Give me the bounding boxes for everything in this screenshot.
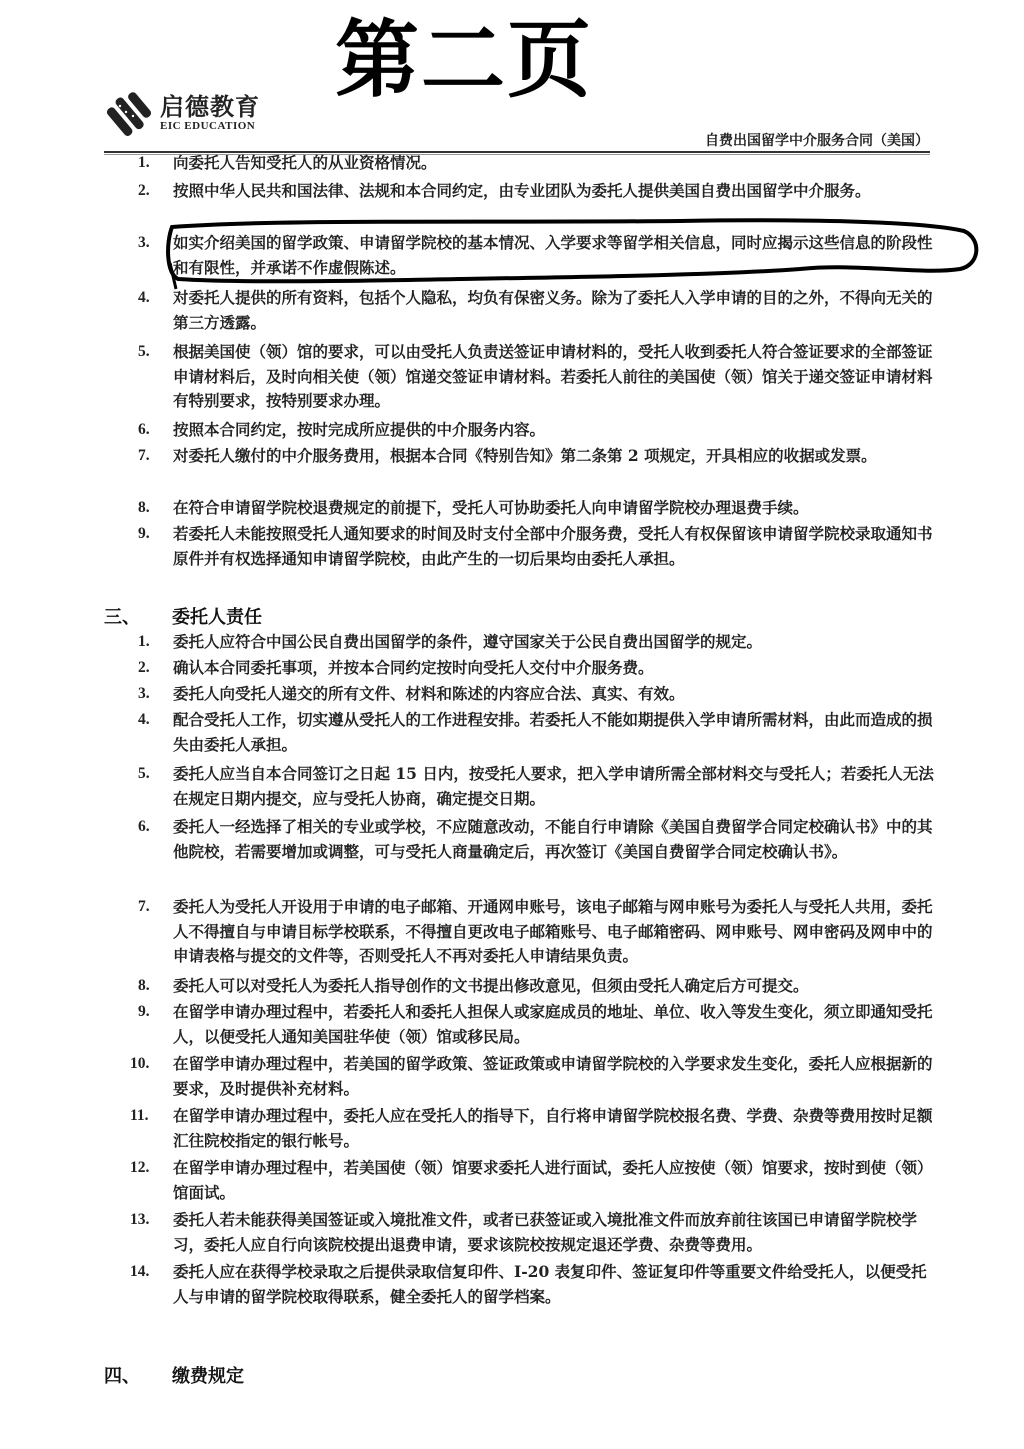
list-item (138, 496, 938, 521)
item-number: 6. (138, 818, 150, 835)
item-number: 2. (138, 659, 150, 676)
document-title: 自费出国留学中介服务合同（美国） (705, 133, 929, 149)
list-item (138, 444, 938, 469)
item-text: 在留学申请办理过程中，若美国的留学政策、签证政策或申请留学院校的入学要求发生变化，委托人应根据新的要求，及时提供补充材料。 (173, 1054, 933, 1098)
list-item (138, 340, 938, 414)
list-item (138, 151, 938, 176)
list-item (130, 1104, 938, 1153)
section-index: 四、 (104, 1366, 140, 1387)
item-number: 9. (138, 1003, 150, 1020)
list-item (138, 682, 938, 707)
item-number: 9. (138, 525, 150, 542)
item-text: 向委托人告知受托人的从业资格情况。 (173, 153, 437, 172)
list-item (138, 815, 938, 864)
section-heading-payment (104, 1362, 404, 1386)
item-text: 若委托人未能按照受托人通知要求的时间及时支付全部中介服务费，受托人有权保留该申请留学院校录取通知书原件并有权选择通知申请留学院校，由此产生的一切后果均由委托人承担。 (173, 524, 933, 568)
list-item (138, 708, 938, 757)
item-text: 委托人应符合中国公民自费出国留学的条件，遵守国家关于公民自费出国留学的规定。 (173, 632, 763, 651)
item-number: 3. (138, 234, 150, 251)
logo-name-en: EIC EDUCATION (160, 120, 256, 132)
item-text: 配合受托人工作，切实遵从受托人的工作进程安排。若委托人不能如期提供入学申请所需材料，由此而造成的损失由委托人承担。 (173, 710, 933, 754)
item-number: 5. (138, 765, 150, 782)
item-text: 在留学申请办理过程中，委托人应在受托人的指导下，自行将申请留学院校报名费、学费、杂费等费用按时足额汇往院校指定的银行帐号。 (173, 1106, 933, 1150)
logo-mark-icon (106, 88, 154, 138)
item-number: 2. (138, 182, 150, 199)
list-item (138, 762, 938, 811)
list-item (130, 1260, 938, 1309)
page-overlay-title: 第二页 (335, 11, 594, 109)
item-number: 13. (130, 1211, 150, 1228)
list-item (130, 1156, 938, 1205)
item-text: 委托人应当自本合同签订之日起 15 日内，按受托人要求，把入学申请所需全部材料交与受托人；若委托人无法在规定日期内提交，应与受托人协商，确定提交日期。 (173, 764, 934, 808)
item-text: 对委托人缴付的中介服务费用，根据本合同《特别告知》第二条第 2 项规定，开具相应的收据或发票。 (173, 446, 877, 465)
item-text: 在留学申请办理过程中，若委托人和委托人担保人或家庭成员的地址、单位、收入等发生变化，须立即通知受托人，以便受托人通知美国驻华使（领）馆或移民局。 (173, 1002, 933, 1046)
item-text: 委托人向受托人递交的所有文件、材料和陈述的内容应合法、真实、有效。 (173, 684, 685, 703)
list-item (138, 974, 938, 999)
list-item (138, 1000, 938, 1049)
item-number: 12. (130, 1159, 150, 1176)
list-item (138, 418, 938, 443)
section-title: 缴费规定 (172, 1366, 244, 1387)
logo-name-cn: 启德教育 (160, 93, 260, 121)
item-text: 确认本合同委托事项，并按本合同约定按时向受托人交付中介服务费。 (173, 658, 654, 677)
item-number: 7. (138, 447, 150, 464)
item-text: 在留学申请办理过程中，若美国使（领）馆要求委托人进行面试，委托人应按使（领）馆要求，按时到使（领）馆面试。 (173, 1158, 933, 1202)
item-number: 7. (138, 898, 150, 915)
list-item-highlighted (138, 231, 938, 280)
item-text: 按照本合同约定，按时完成所应提供的中介服务内容。 (173, 420, 546, 439)
item-text: 如实介绍美国的留学政策、申请留学院校的基本情况、入学要求等留学相关信息，同时应揭示这些信息的阶段性和有限性，并承诺不作虚假陈述。 (173, 233, 933, 277)
item-text: 委托人若未能获得美国签证或入境批准文件，或者已获签证或入境批准文件而放弃前往该国已申请留学院校学习，委托人应自行向该院校提出退费申请，要求该院校按规定退还学费、杂费等费用。 (173, 1210, 918, 1254)
item-text: 委托人一经选择了相关的专业或学校，不应随意改动，不能自行申请除《美国自费留学合同定校确认书》中的其他院校，若需要增加或调整，可与受托人商量确定后，再次签订《美国自费留学合同定校确认书》。 (173, 817, 933, 861)
list-item (138, 630, 938, 655)
item-number: 6. (138, 421, 150, 438)
item-number: 5. (138, 343, 150, 360)
section-heading-client-duties (104, 603, 404, 627)
item-number: 8. (138, 977, 150, 994)
item-text: 对委托人提供的所有资料，包括个人隐私，均负有保密义务。除为了委托人入学申请的目的之外，不得向无关的第三方透露。 (173, 288, 933, 332)
company-logo (106, 88, 260, 138)
item-text: 委托人为受托人开设用于申请的电子邮箱、开通网申账号，该电子邮箱与网申账号为委托人与受托人共用，委托人不得擅自与申请目标学校联系，不得擅自更改电子邮箱账号、电子邮箱密码、网申账号、网申密码及网申中的申请表格与提交的文件等，否则受托人不再对委托人申请结果负责。 (173, 897, 933, 965)
item-number: 1. (138, 633, 150, 650)
item-text: 委托人应在获得学校录取之后提供录取信复印件、I-20 表复印件、签证复印件等重要文件给受托人，以便受托人与申请的留学院校取得联系，健全委托人的留学档案。 (173, 1262, 927, 1306)
item-text: 委托人可以对受托人为委托人指导创作的文书提出修改意见，但须由受托人确定后方可提交。 (173, 976, 809, 995)
list-item (138, 179, 938, 204)
section-index: 三、 (104, 607, 140, 628)
item-text: 根据美国使（领）馆的要求，可以由受托人负责送签证申请材料的，受托人收到委托人符合签证要求的全部签证申请材料后，及时向相关使（领）馆递交签证申请材料。若委托人前往的美国使（领）馆关于递交签证申请材料有特别要求，按特别要求办理。 (173, 342, 933, 410)
item-number: 10. (130, 1055, 150, 1072)
list-item (130, 1052, 938, 1101)
item-number: 1. (138, 154, 150, 171)
list-item (138, 895, 938, 969)
item-number: 4. (138, 289, 150, 306)
item-number: 4. (138, 711, 150, 728)
item-text: 在符合申请留学院校退费规定的前提下，受托人可协助委托人向申请留学院校办理退费手续。 (173, 498, 809, 517)
list-item (138, 286, 938, 335)
item-number: 14. (130, 1263, 150, 1280)
list-item (138, 522, 938, 571)
item-number: 11. (130, 1107, 149, 1124)
item-number: 8. (138, 499, 150, 516)
item-text: 按照中华人民共和国法律、法规和本合同约定，由专业团队为委托人提供美国自费出国留学中介服务。 (173, 181, 871, 200)
list-item (138, 656, 938, 681)
section-title: 委托人责任 (172, 607, 262, 628)
item-number: 3. (138, 685, 150, 702)
list-item (130, 1208, 938, 1257)
